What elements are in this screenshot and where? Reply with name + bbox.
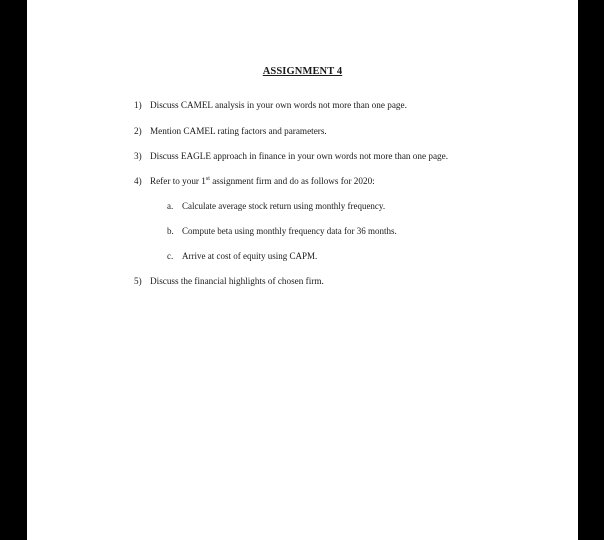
question-number: 1) bbox=[134, 100, 142, 110]
question-text-after: assignment firm and do as follows for 2020: bbox=[209, 176, 375, 186]
question-number: 4) bbox=[134, 176, 142, 186]
subitem-text: Arrive at cost of equity using CAPM. bbox=[182, 251, 318, 261]
assignment-title: ASSIGNMENT 4 bbox=[262, 66, 343, 77]
subitem-text: Compute beta using monthly frequency data for 36 months. bbox=[182, 226, 397, 236]
question-text: Discuss CAMEL analysis in your own words not more than one page. bbox=[150, 100, 407, 110]
subitem-letter: a. bbox=[167, 201, 174, 211]
question-number: 3) bbox=[134, 151, 142, 161]
question-5 bbox=[134, 276, 324, 286]
document-page bbox=[27, 0, 578, 540]
ordinal-superscript: st bbox=[205, 175, 210, 182]
question-number: 5) bbox=[134, 276, 142, 286]
question-4 bbox=[134, 176, 375, 186]
subitem-letter: c. bbox=[167, 251, 174, 261]
question-text-before: Refer to your 1 bbox=[150, 176, 206, 186]
subitem-letter: b. bbox=[167, 226, 174, 236]
subitem-a bbox=[167, 201, 385, 211]
subitem-text: Calculate average stock return using monthly frequency. bbox=[182, 201, 386, 211]
question-2 bbox=[134, 126, 327, 136]
question-text: Discuss EAGLE approach in finance in your own words not more than one page. bbox=[150, 151, 449, 161]
question-text: Discuss the financial highlights of chosen firm. bbox=[150, 276, 324, 286]
question-3 bbox=[134, 151, 448, 161]
question-1 bbox=[134, 100, 407, 110]
question-text: Mention CAMEL rating factors and parameters. bbox=[150, 126, 327, 136]
question-number: 2) bbox=[134, 126, 142, 136]
subitem-c bbox=[167, 251, 317, 261]
subitem-b bbox=[167, 226, 397, 236]
